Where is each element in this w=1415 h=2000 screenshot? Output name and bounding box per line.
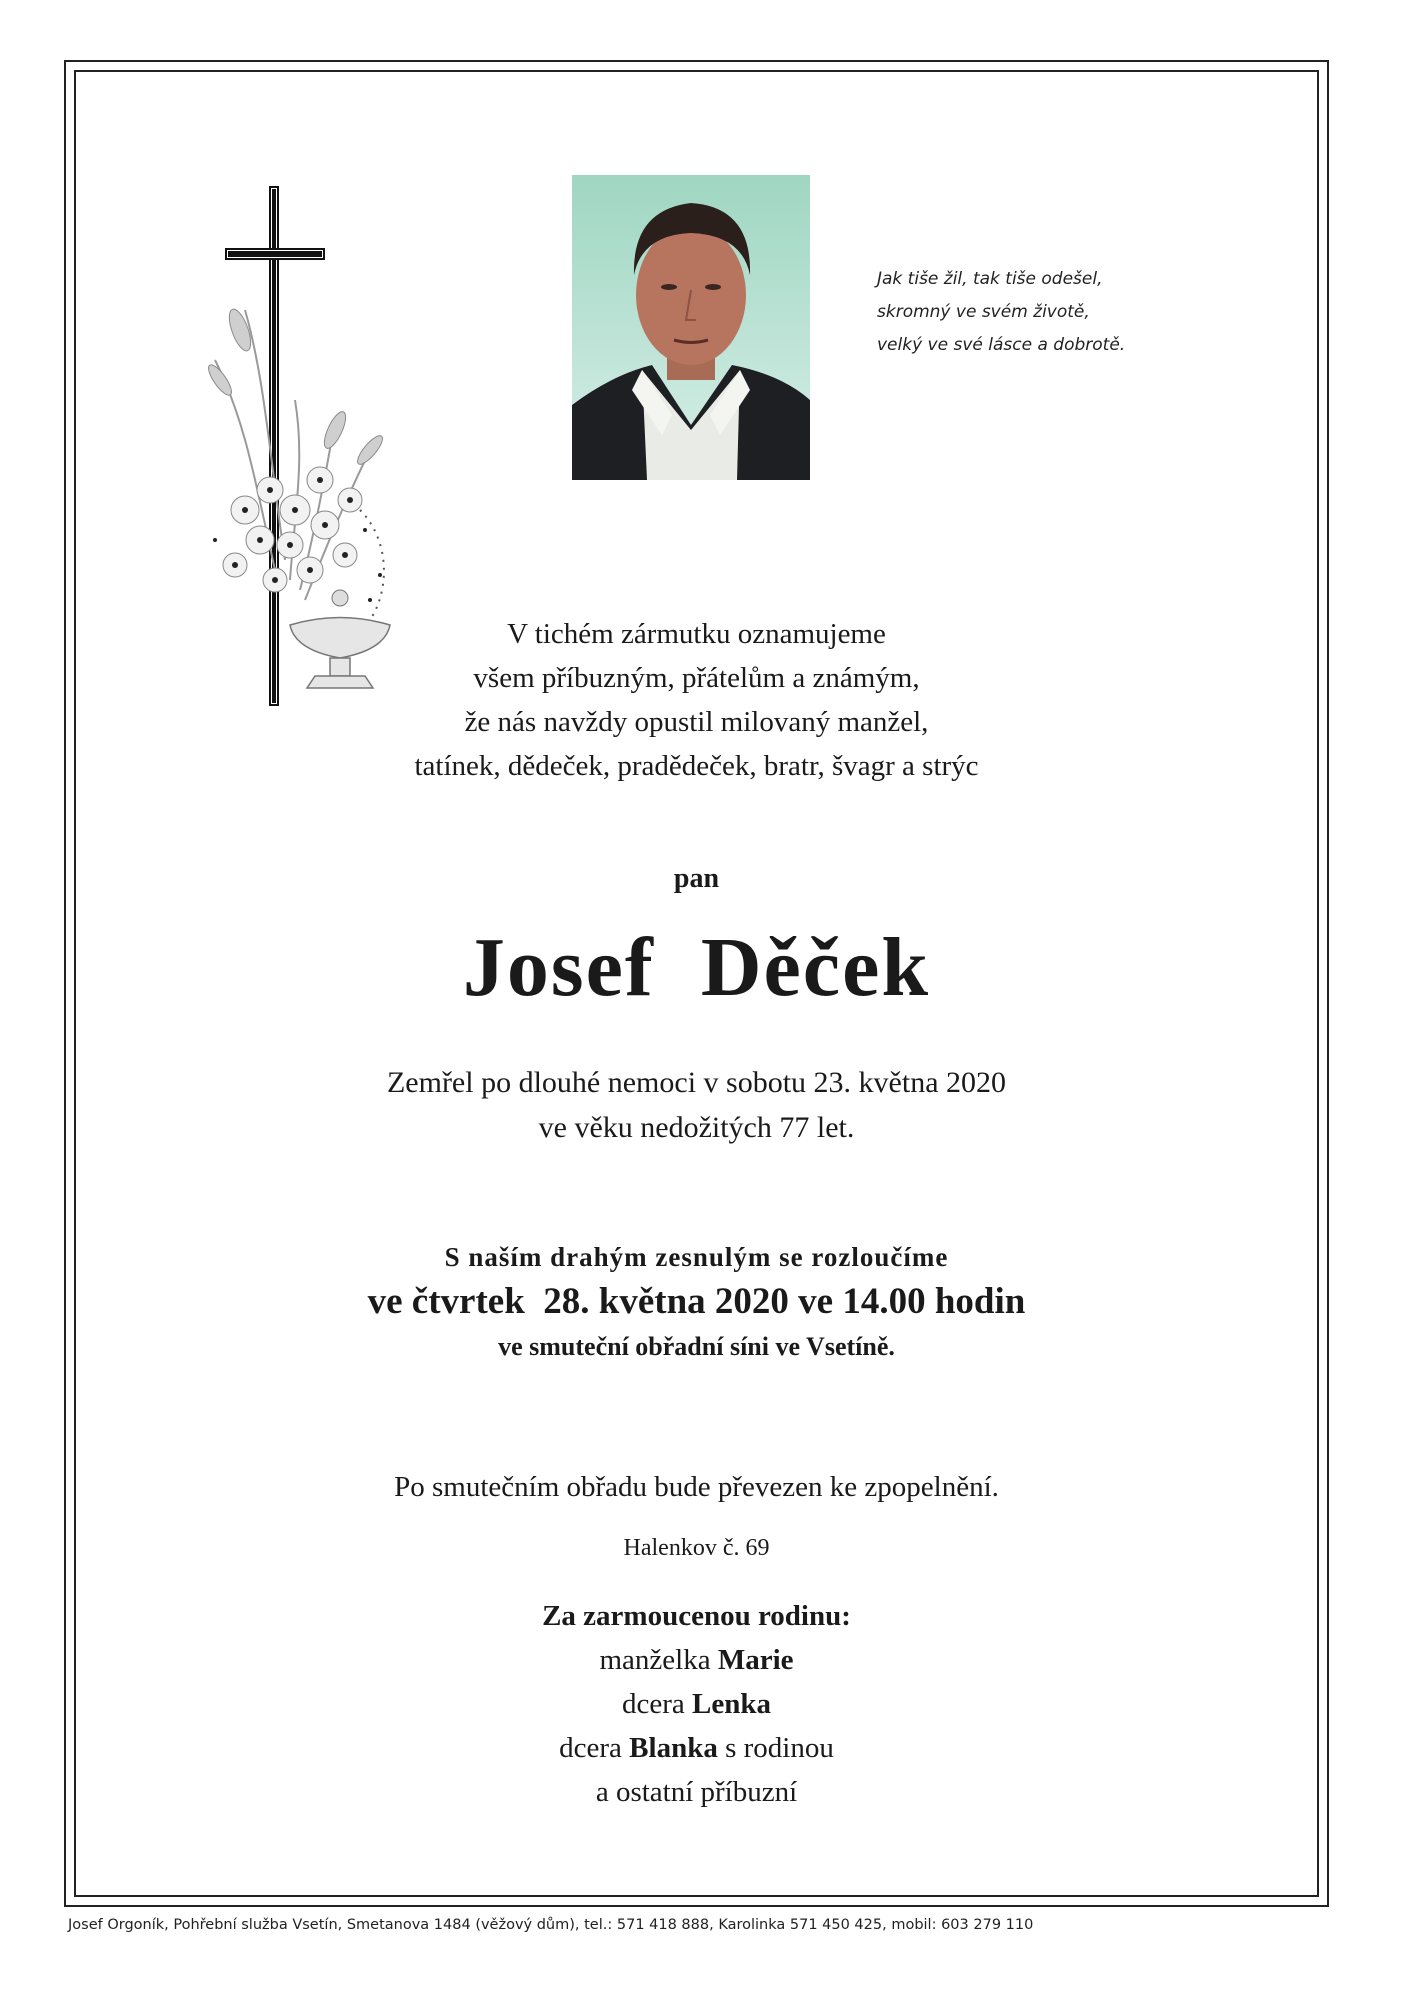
cremation-note: Po smutečním obřadu bude převezen ke zpopelnění. xyxy=(394,1471,999,1503)
announcement-line: všem příbuzným, přátelům a známým, xyxy=(473,662,920,694)
family-title: Za zarmoucenou rodinu: xyxy=(542,1600,851,1632)
death-info xyxy=(74,1060,1319,1150)
age-line: ve věku nedožitých 77 let. xyxy=(538,1111,855,1144)
announcement xyxy=(74,612,1319,788)
quote-line: skromný ve svém životě, xyxy=(877,302,1090,322)
family-member: manželka Marie xyxy=(599,1644,794,1676)
farewell-datetime: ve čtvrtek 28. května 2020 ve 14.00 hodin xyxy=(367,1281,1026,1322)
family-member: dcera Blanka s rodinou xyxy=(559,1732,834,1764)
member-name: Blanka xyxy=(629,1732,718,1764)
death-date-line: Zemřel po dlouhé nemoci v sobotu 23. května 2020 xyxy=(386,1066,1007,1099)
family-member: dcera Lenka xyxy=(621,1688,771,1720)
address: Halenkov č. 69 xyxy=(623,1535,770,1561)
family-member: a ostatní příbuzní xyxy=(595,1776,798,1808)
funeral-service-footer: Josef Orgoník, Pohřební služba Vsetín, Smetanova 1484 (věžový dům), tel.: 571 418 888, Karolinka 571 450 425, mobil: 603 279 110 xyxy=(68,1917,1034,1933)
portrait-photo xyxy=(572,175,810,480)
announcement-line: V tichém zármutku oznamujeme xyxy=(507,618,886,650)
quote-line: velký ve své lásce a dobrotě. xyxy=(877,335,1126,355)
announcement-line: tatínek, dědeček, pradědeček, bratr, švagr a strýc xyxy=(414,750,979,782)
deceased-name: Josef Děček xyxy=(462,921,931,1014)
member-name: Lenka xyxy=(692,1688,771,1720)
announcement-line: že nás navždy opustil milovaný manžel, xyxy=(464,706,929,738)
honorific: pan xyxy=(673,863,720,894)
farewell-location: ve smuteční obřadní síni ve Vsetíně. xyxy=(498,1332,895,1361)
memorial-quote xyxy=(877,263,1177,362)
quote-line: Jak tiše žil, tak tiše odešel, xyxy=(877,269,1103,289)
farewell-intro: S naším drahým zesnulým se rozloučíme xyxy=(444,1242,949,1272)
family-list xyxy=(74,1638,1319,1814)
member-name: Marie xyxy=(717,1644,794,1676)
